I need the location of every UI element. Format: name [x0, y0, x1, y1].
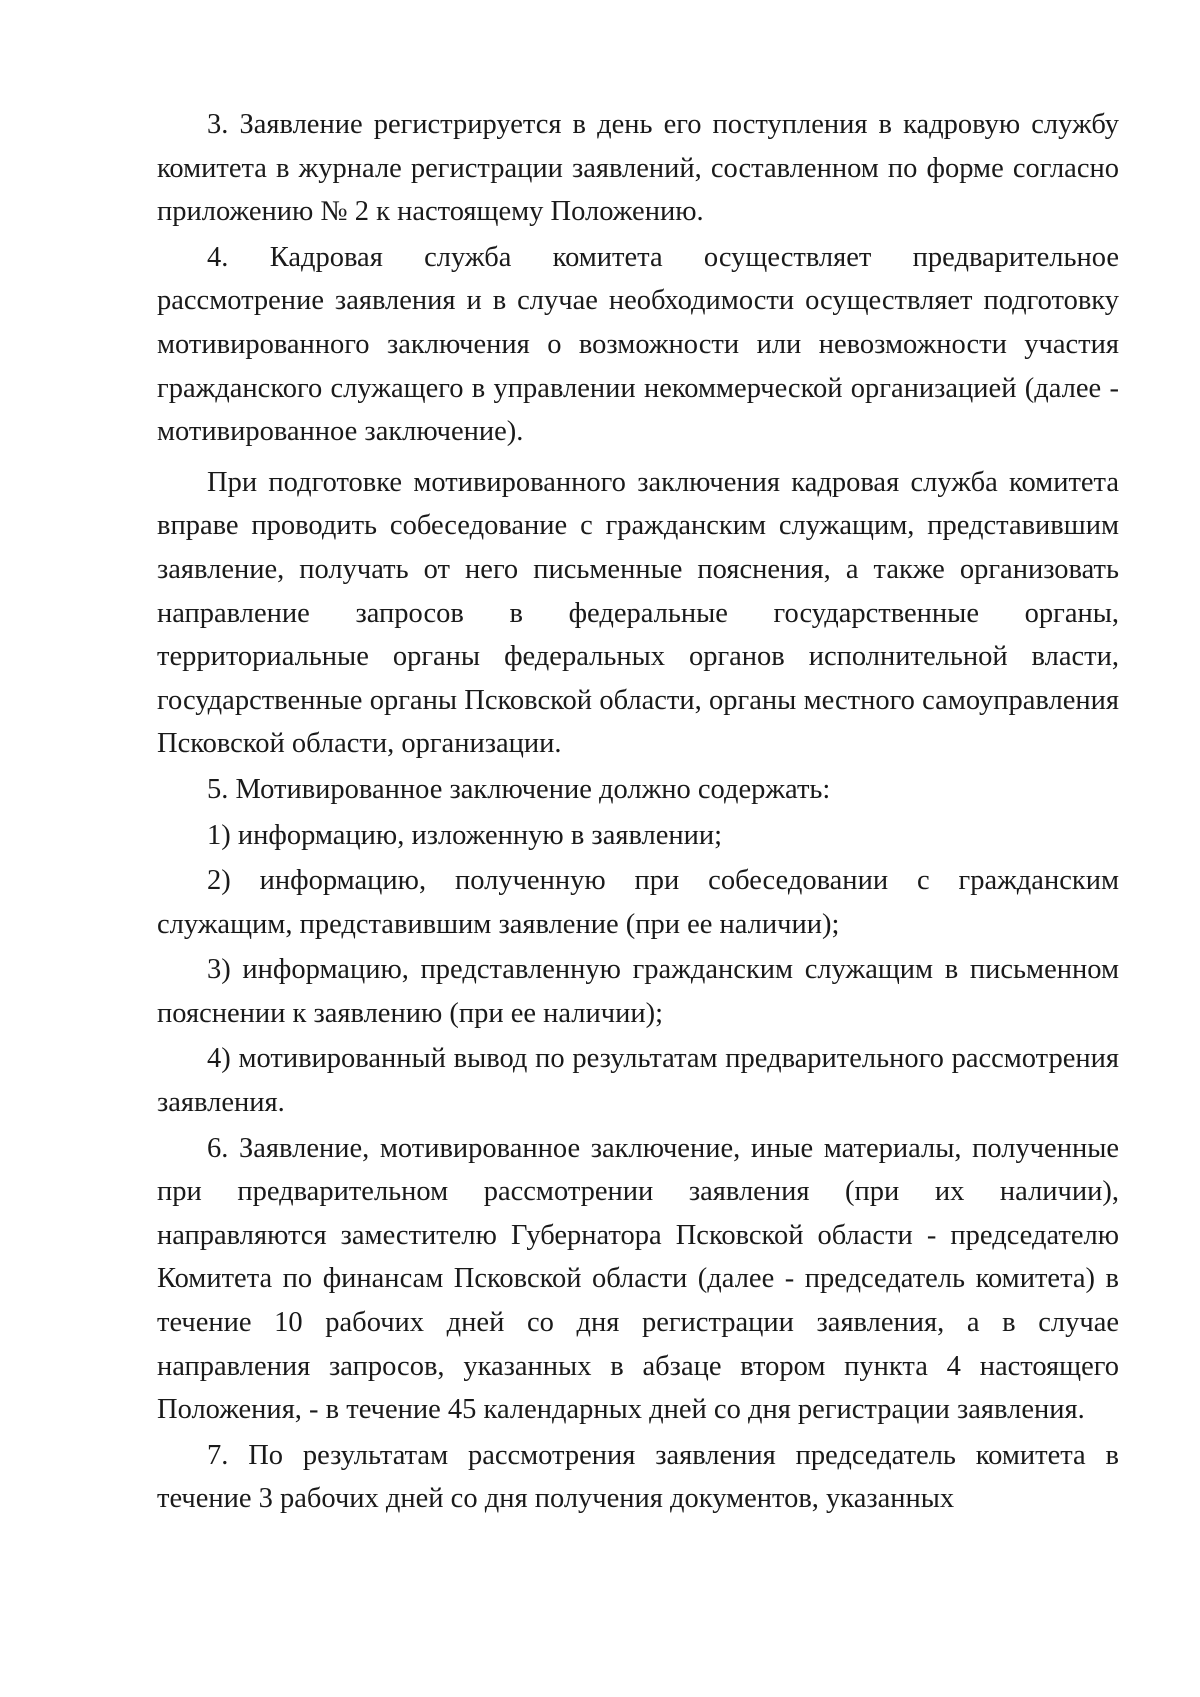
paragraph-item-4: 4. Кадровая служба комитета осуществляет предварительное рассмотрение заявления и в случае необходимости осуществляет подготовку мотивированного заключения о возможности или невозможности участия гражданского служащего в управлении некоммерческой организацией (далее - мотивированное заключение). [157, 241, 1119, 448]
paragraph-item-5: 5. Мотивированное заключение должно содержать: [207, 773, 831, 805]
subitem-4: 4) мотивированный вывод по результатам предварительного рассмотрения заявления. [157, 1043, 1119, 1119]
paragraph-item-7: 7. По результатам рассмотрения заявления председатель комитета в течение 3 рабочих дней со дня получения документов, указанных [157, 1439, 1119, 1515]
subitem-3: 3) информацию, представленную гражданским служащим в письменном пояснении к заявлению (при ее наличии); [157, 954, 1119, 1029]
subitem-2: 2) информацию, полученную при собеседовании с гражданским служащим, представившим заявление (при ее наличии); [157, 865, 1119, 940]
document-body [157, 103, 1119, 1521]
paragraph-item-6: 6. Заявление, мотивированное заключение, иные материалы, полученные при предварительном рассмотрении заявления (при их наличии), направляются заместителю Губернатора Псковской области - председателю Комитета по финансам Псковской области (далее - председатель комитета) в течение 10 рабочих дней со дня регистрации заявления, а в случае направления запросов, указанных в абзаце втором пункта 4 настоящего Положения, - в течение 45 календарных дней со дня регистрации заявления. [157, 1132, 1119, 1426]
paragraph-item-4-second: При подготовке мотивированного заключения кадровая служба комитета вправе проводить собеседование с гражданским служащим, представившим заявление, получать от него письменные пояснения, а также организовать направление запросов в федеральные государственные органы, территориальные органы федеральных органов исполнительной власти, государственные органы Псковской области, органы местного самоуправления Псковской области, организации. [157, 466, 1119, 760]
subitem-1: 1) информацию, изложенную в заявлении; [207, 819, 723, 851]
paragraph-item-3: 3. Заявление регистрируется в день его поступления в кадровую службу комитета в журнале регистрации заявлений, составленном по форме согласно приложению № 2 к настоящему Положению. [157, 109, 1119, 228]
